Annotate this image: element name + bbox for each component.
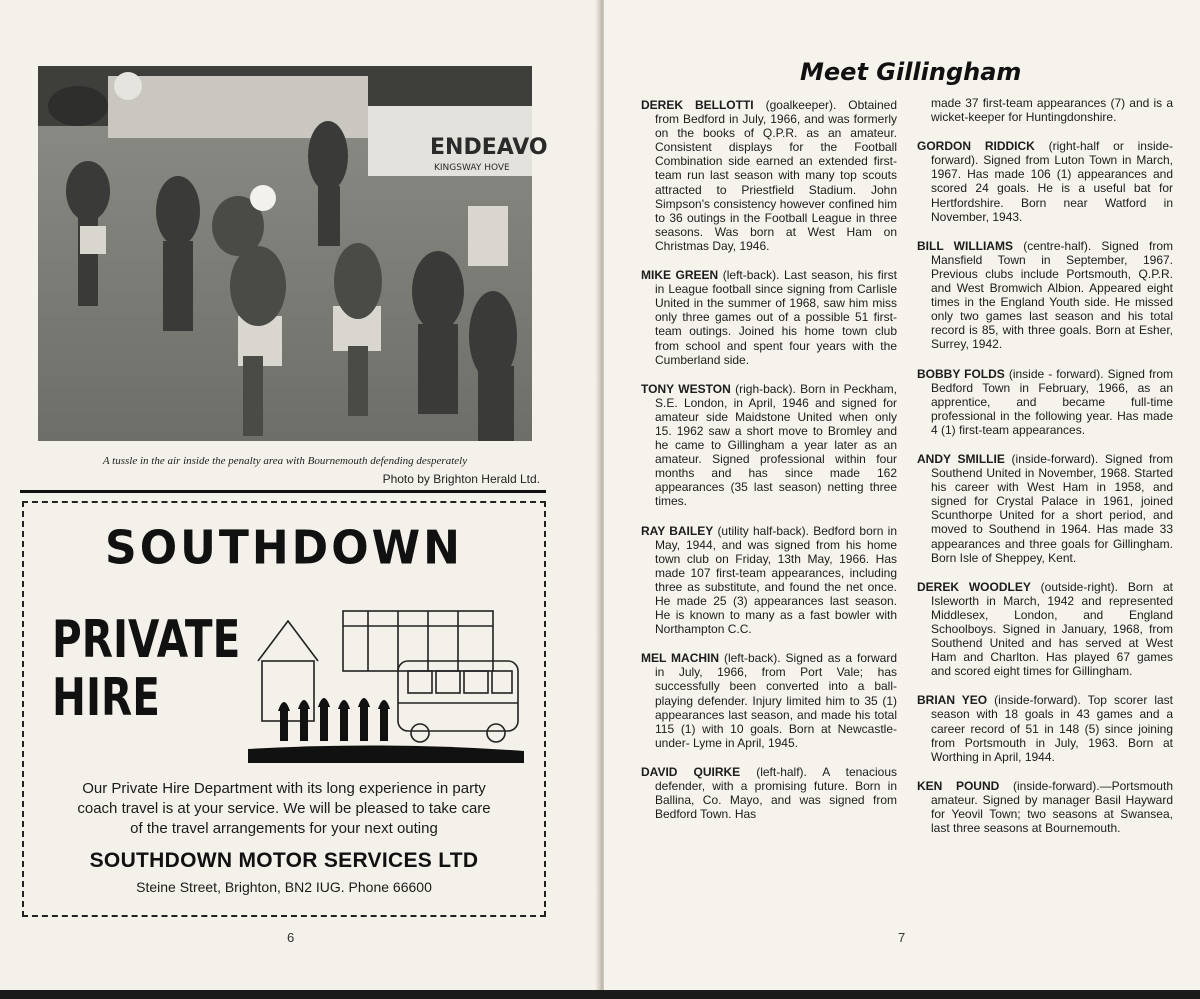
player-profile: [641, 524, 897, 637]
player-profile: [917, 239, 1173, 352]
photo-caption: A tussle in the air inside the penalty area with Bournemouth defending desperately: [102, 455, 468, 467]
advert-body: [24, 779, 544, 839]
player-bio: (right-half or inside-forward). Signed from Luton Town in March, 1967. Has made 106 (1) appearances and scored 24 goals. He is a useful bat for Hertfordshire. Born near Watford in November, 1943.: [931, 139, 1173, 224]
player-bio: (left-half). A tenacious defender, with a promising future. Born in Ballina, Co. Mayo, and was signed from Bedford Town. Has: [655, 764, 897, 822]
advert-body-line3: of the travel arrangements for your next outing: [130, 820, 438, 837]
divider-rule: [20, 490, 546, 493]
page-number-right: 7: [898, 930, 906, 945]
player-name: BOBBY FOLDS: [917, 366, 1005, 381]
advert-headline: [52, 611, 240, 727]
advert-headline-line2: HIRE: [52, 668, 160, 728]
player-bio: (righ-back). Born in Peckham, S.E. London, in April, 1946 and signed for amateur side Maidstone United when only 15. 1962 saw a short move to Bromley and he came to Gillingham a year later as an amateur. Signed professional within four months and has since made 162 appearances (35 last season) netting three times.: [655, 381, 897, 509]
player-bio: (outside-right). Born at Isleworth in March, 1942 and represented Middlesex, London, and England Schoolboys. Signed in January, 1968, from Southend United and has served at West Ham and Charlton. Has played 67 games and scored eight times for Gillingham.: [931, 579, 1173, 679]
player-bio: (left-back). Signed as a forward in July, 1966, from Port Vale; has successfully been converted into a ball-playing defender. Injury limited him to 35 (1) appearances last season, and made his total 115 (1) with 10 goals. Born at Newcastle-under- Lyme in April, 1945.: [655, 651, 897, 750]
player-bio: (inside-forward). Signed from Southend United in November, 1968. Started his career with West Ham in 1958, and signed for Crystal Palace in 1961, joined Scunthorpe United for a short period, and moved to Southend in 1964. Has made 33 appearances and three goals for Gillingham. Born Isle of Sheppey, Kent.: [931, 451, 1173, 565]
page-7: [604, 0, 1200, 990]
page-6: [0, 0, 598, 990]
hoarding-sign: ENDEAVO: [430, 135, 548, 160]
player-profile: [917, 693, 1173, 763]
player-bio: (utility half-back). Bedford born in May, 1944, and was signed from his home town club on Friday, 13th May, 1966. Has made 107 first-team appearances, including three as substitute, and found the net once. He made 25 (3) appearances last season. He is known to many as a fast bowler with Northampton C.C.: [655, 523, 897, 637]
photo-credit: Photo by Brighton Herald Ltd.: [382, 472, 540, 486]
profiles-column-2: [917, 96, 1173, 850]
player-profile: [641, 651, 897, 750]
player-profile: [917, 779, 1173, 835]
player-bio: (inside-forward). Top scorer last season with 18 goals in 43 games and a career record of 51 in 148 (5) since joining from Portsmouth in July, 1963. Born at Worthing in April, 1944.: [931, 693, 1173, 764]
advert-address: Steine Street, Brighton, BN2 IUG. Phone 66600: [136, 879, 432, 895]
profile-continuation: made 37 first-team appearances (7) and is a wicket-keeper for Huntingdonshire.: [931, 96, 1173, 125]
player-name: MEL MACHIN: [641, 651, 720, 666]
player-profile: [917, 367, 1173, 437]
player-bio: (inside - forward). Signed from Bedford Town in February, 1966, as an apprentice, and became full-time professional in the following year. Has made 4 (1) first-team appearances.: [931, 366, 1173, 437]
match-photo-illustration: [38, 66, 548, 441]
player-name: DEREK WOODLEY: [917, 579, 1031, 594]
southdown-advert: [22, 501, 546, 917]
player-name: DAVID QUIRKE: [641, 764, 741, 779]
advert-body-line1: Our Private Hire Department with its long experience in party: [82, 780, 486, 797]
profiles-column-1: [641, 98, 897, 836]
advert-company: SOUTHDOWN MOTOR SERVICES LTD: [89, 849, 479, 872]
player-profile: [641, 268, 897, 367]
hoarding-subsign: KINGSWAY HOVE: [434, 163, 510, 173]
player-name: BRIAN YEO: [917, 693, 988, 708]
coach-illustration: [248, 591, 524, 763]
player-bio: (centre-half). Signed from Mansfield Town in September, 1967. Previous clubs include Portsmouth, Q.P.R. and West Bromwich Albion. Appeared eight times in the England Youth side. He missed only two games last season and his total record is 85, with three goals. Born at Esher, Surrey, 1942.: [931, 238, 1173, 352]
player-profile: [917, 580, 1173, 679]
player-name: RAY BAILEY: [641, 523, 714, 538]
advert-brand: SOUTHDOWN: [105, 521, 463, 576]
player-profile: [641, 382, 897, 509]
player-profile: [917, 452, 1173, 565]
player-name: DEREK BELLOTTI: [641, 98, 754, 112]
advert-headline-line1: PRIVATE: [52, 610, 241, 670]
player-profile: [641, 765, 897, 821]
player-name: TONY WESTON: [641, 381, 731, 396]
player-profile: [917, 139, 1173, 224]
page-heading: Meet Gillingham: [800, 58, 1022, 86]
player-bio: (inside-forward).—Portsmouth amateur. Signed by manager Basil Hayward for Yeovil Town; two seasons at Swansea, last three seasons at Bournemouth.: [931, 778, 1173, 836]
player-name: KEN POUND: [917, 778, 1000, 793]
advert-body-line2: coach travel is at your service. We will be pleased to take care: [77, 800, 491, 817]
player-name: ANDY SMILLIE: [917, 451, 1005, 466]
player-name: BILL WILLIAMS: [917, 238, 1013, 253]
page-number-left: 6: [287, 930, 295, 945]
match-photo: [38, 66, 548, 441]
player-bio: (goalkeeper). Obtained from Bedford in July, 1966, and was formerly on the books of Q.P.R. as an amateur. Consistent displays for the Football Combination side earned an extended first-team run last season with many top scouts attracted to Priestfield Stadium. John Simpson's consistency however confined him to 36 outings in the Football League in three seasons. Was born at West Ham on Christmas Day, 1946.: [655, 98, 897, 253]
player-profile: [641, 98, 897, 253]
player-bio: (left-back). Last season, his first in League football since signing from Carlisle United in the summer of 1968, saw him miss only three games out of a possible 51 first-team outings. Joined his home town club from school and spent four years with the Cumberland side.: [655, 268, 897, 367]
player-name: GORDON RIDDICK: [917, 139, 1035, 154]
player-name: MIKE GREEN: [641, 268, 719, 283]
